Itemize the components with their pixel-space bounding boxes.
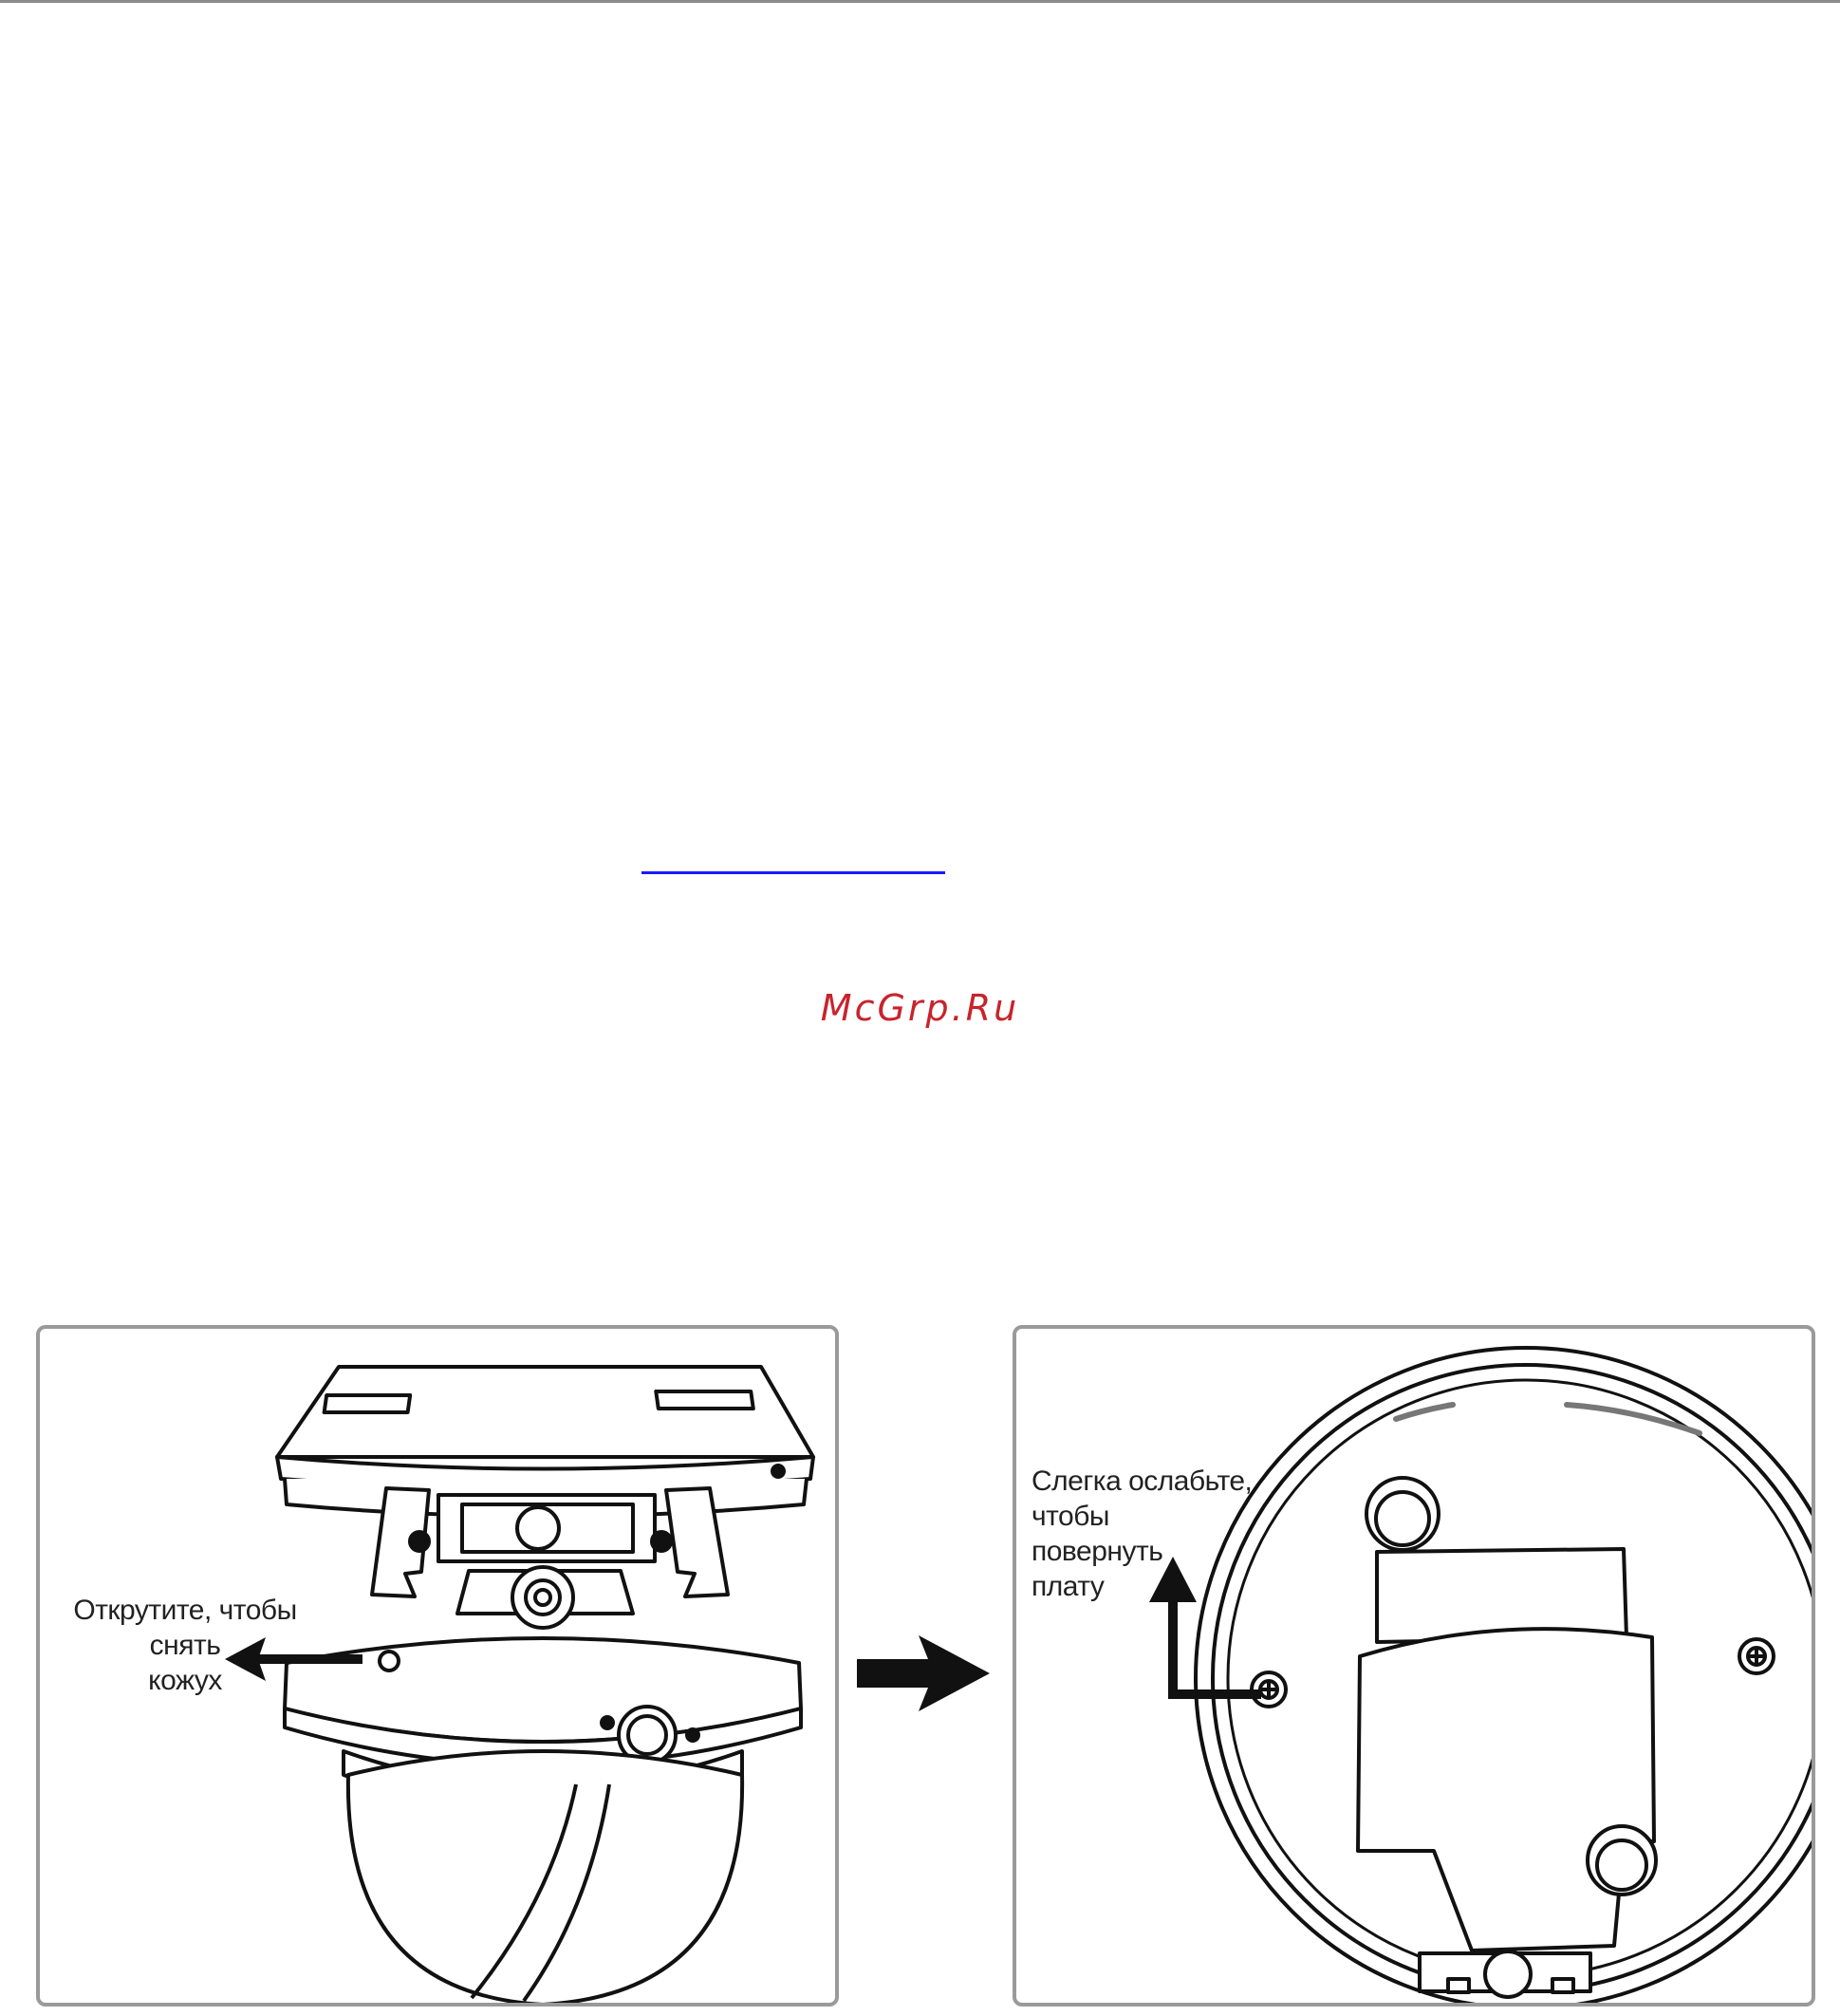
caption-line: снять [149,1630,221,1661]
caption-line: плату [1032,1571,1105,1602]
caption-line: кожух [148,1665,222,1696]
step-panel-remove-cover [36,1325,839,2007]
caption-line: чтобы [1032,1501,1109,1532]
camera-base-plate-illustration [1016,1329,1815,2007]
watermark: McGrp.Ru [820,987,1020,1029]
right-arrow-icon [852,1631,994,1716]
caption-line: повернуть [1032,1536,1163,1567]
step-caption [57,1593,313,1698]
top-divider [0,0,1840,3]
hyperlink-underline[interactable] [641,871,945,874]
caption-line: Открутите, чтобы [73,1595,297,1626]
caption-line: Слегка ослабьте, [1032,1465,1253,1497]
step-panel-rotate-board [1013,1325,1815,2007]
step-caption [1032,1464,1307,1604]
